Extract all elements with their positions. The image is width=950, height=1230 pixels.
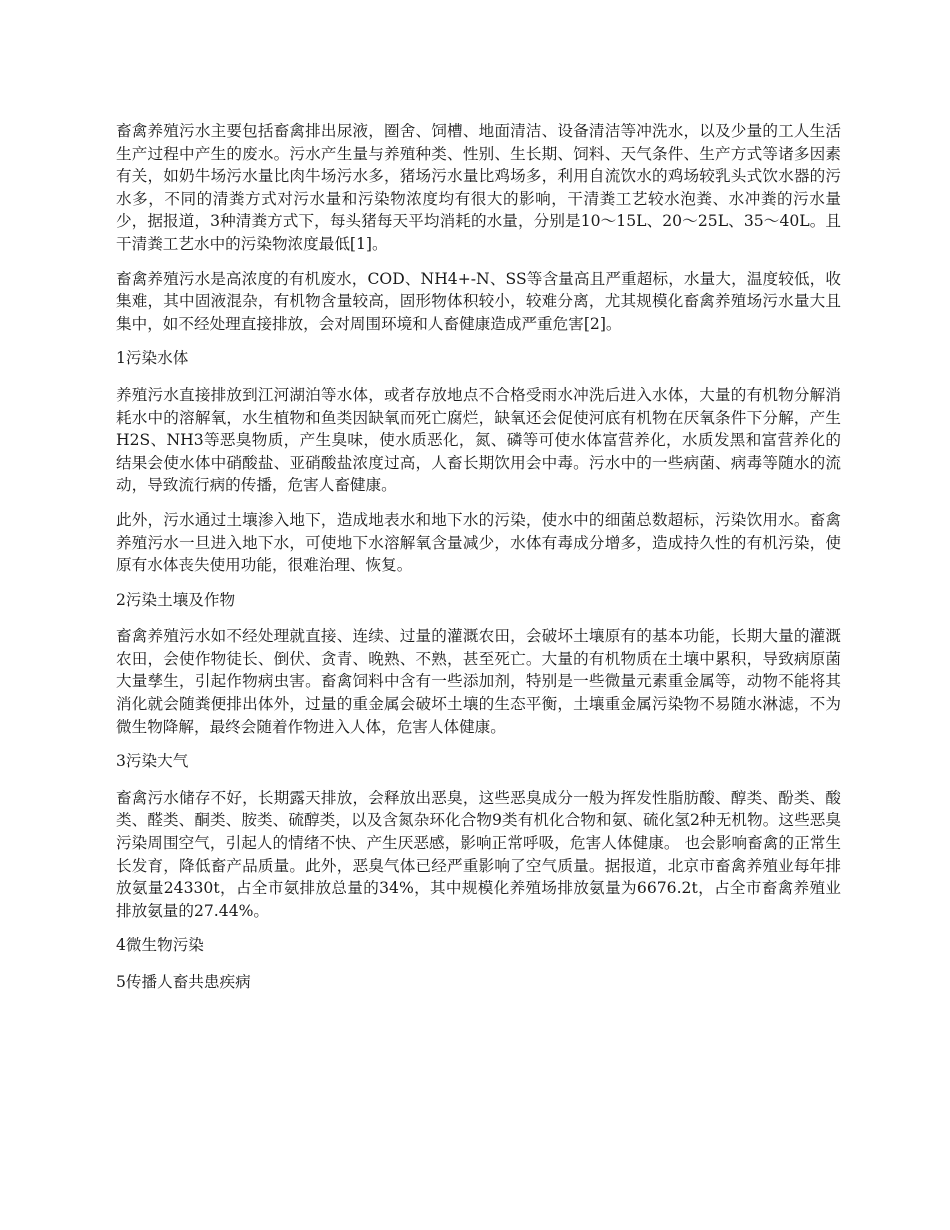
paragraph-intro-sources: 畜禽养殖污水主要包括畜禽排出尿液，圈舍、饲槽、地面清洁、设备清洁等冲洗水，以及少量的工人生活生产过程中产生的废水。污水产生量与养殖种类、性别、生长期、饲料、天气条件、生产方式等诸多因素有关，如奶牛场污水量比肉牛场污水多，猪场污水量比鸡场多，利用自流饮水的鸡场较乳头式饮水器的污水多，不同的清粪方式对污水量和污染物浓度均有很大的影响，干清粪工艺较水泡粪、水冲粪的污水量少，据报道，3种清粪方式下，每头猪每天平均消耗的水量，分别是10～15L、20～25L、35～40L。且干清粪工艺水中的污染物浓度最低[1]。 (116, 122, 841, 253)
section-heading-microbial: 4微生物污染 (116, 936, 204, 955)
document-body (116, 120, 841, 1008)
section-heading-soil: 2污染土壤及作物 (116, 590, 236, 609)
paragraph-water-pollution: 养殖污水直接排放到江河湖泊等水体，或者存放地点不合格受雨水冲洗后进入水体，大量的有机物分解消耗水中的溶解氧，水生植物和鱼类因缺氧而死亡腐烂，缺氧还会促使河底有机物在厌氧条件下分解，产生H2S、NH3等恶臭物质，产生臭味，使水质恶化，氮、磷等可使水体富营养化，水质发黑和富营养化的结果会使水体中硝酸盐、亚硝酸盐浓度过高，人畜长期饮用会中毒。污水中的一些病菌、病毒等随水的流动，导致流行病的传播，危害人畜健康。 (116, 385, 841, 495)
section-heading-air: 3污染大气 (116, 752, 189, 771)
paragraph-groundwater-pollution: 此外，污水通过土壤渗入地下，造成地表水和地下水的污染，使水中的细菌总数超标，污染饮用水。畜禽养殖污水一旦进入地下水，可使地下水溶解氧含量减少，水体有毒成分增多，造成持久性的有机污染，使原有水体丧失使用功能，很难治理、恢复。 (116, 510, 841, 575)
paragraph-air-pollution: 畜禽污水储存不好，长期露天排放，会释放出恶臭，这些恶臭成分一般为挥发性脂肪酸、醇类、酚类、酸类、醛类、酮类、胺类、硫醇类，以及含氮杂环化合物9类有机化合物和氨、硫化氢2种无机物。这些恶臭污染周围空气，引起人的情绪不快、产生厌恶感，影响正常呼吸，危害人体健康。 也会影响畜禽的正常生长发育，降低畜产品质量。此外，恶臭气体已经严重影响了空气质量。据报道，北京市畜禽养殖业每年排放氨量24330t，占全市氨排放总量的34%，其中规模化养殖场排放氨量为6676.2t，占全市畜禽养殖业排放氨量的27.44%。 (116, 788, 841, 920)
section-heading-water: 1污染水体 (116, 349, 189, 368)
paragraph-soil-pollution: 畜禽养殖污水如不经处理就直接、连续、过量的灌溉农田，会破坏土壤原有的基本功能，长期大量的灌溉农田，会使作物徒长、倒伏、贪青、晚熟、不熟，甚至死亡。大量的有机物质在土壤中累积，导致病原菌大量孳生，引起作物病虫害。畜禽饲料中含有一些添加剂，特别是一些微量元素重金属等，动物不能将其消化就会随粪便排出体外，过量的重金属会破坏土壤的生态平衡，土壤重金属污染物不易随水淋滤，不为微生物降解，最终会随着作物进入人体，危害人体健康。 (116, 627, 841, 736)
section-heading-disease: 5传播人畜共患疾病 (116, 973, 251, 991)
paragraph-intro-characteristics: 畜禽养殖污水是高浓度的有机废水，COD、NH4+-N、SS等含量高且严重超标，水量大，温度较低，收集难，其中固液混杂，有机物含量较高，固形物体积较小，较难分离，尤其规模化畜禽养殖场污水量大且集中，如不经处理直接排放，会对周围环境和人畜健康造成严重危害[2]。 (116, 269, 841, 333)
